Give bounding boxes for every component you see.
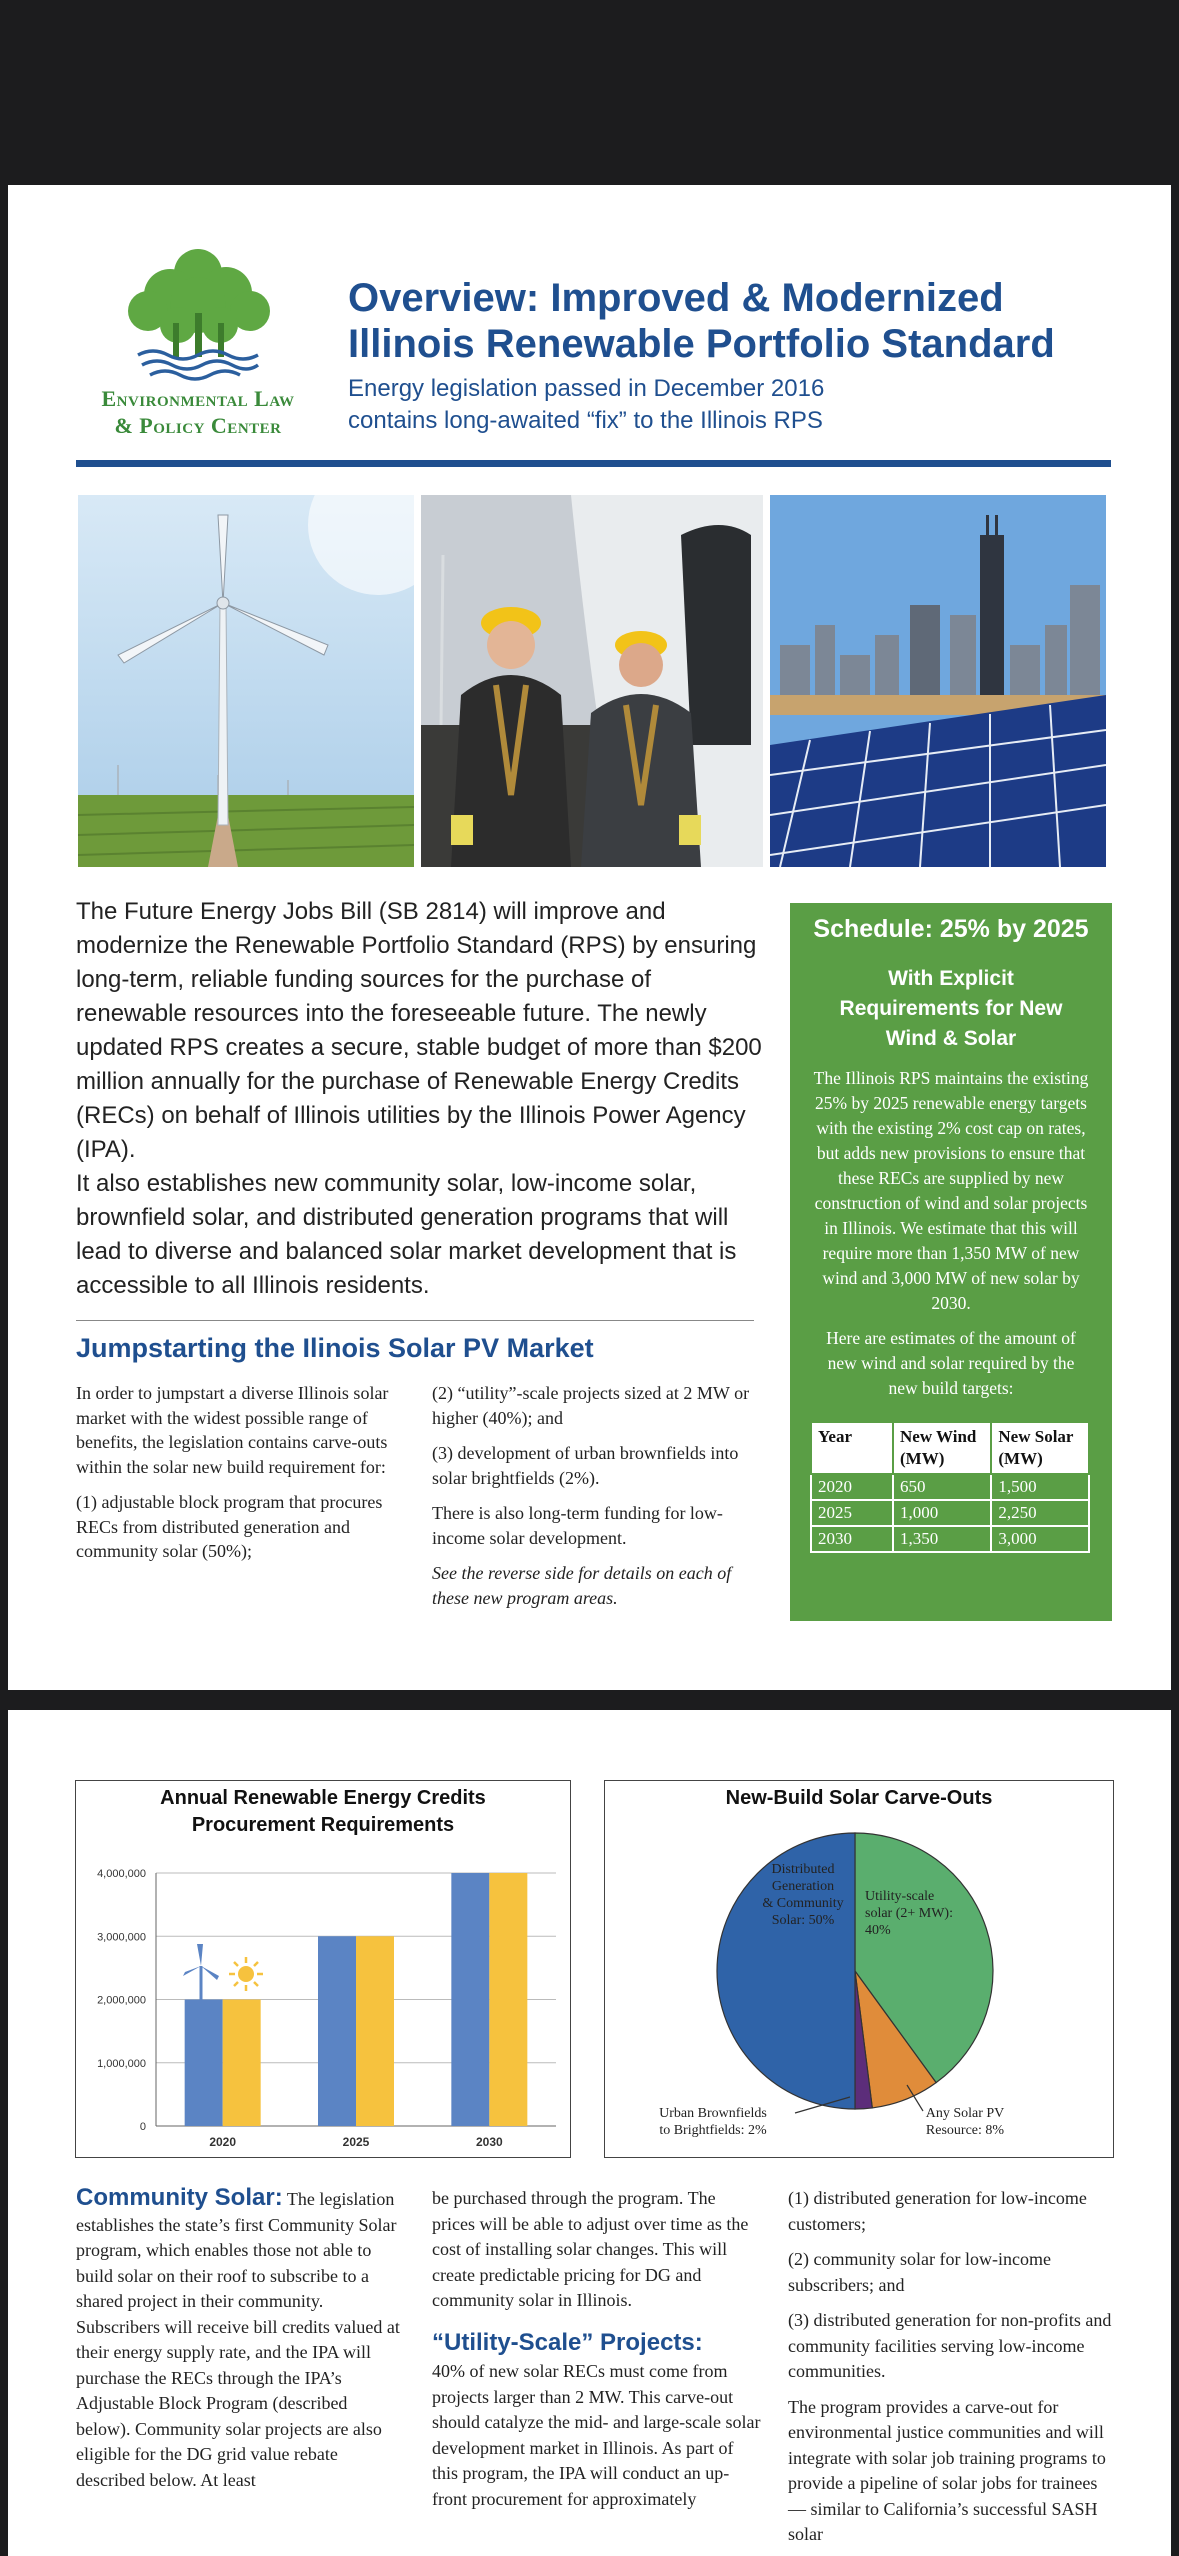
svg-text:Resource: 8%: Resource: 8% xyxy=(925,2123,1005,2138)
jumpstart-right-column: (2) “utility”-scale projects sized at 2 MW or higher (40%); and (3) development of urban brownfields into solar brightfields (2%). There is also long-term funding for low-income solar development. See the reverse side for details on each of these new program areas. xyxy=(432,1383,750,1608)
bar xyxy=(489,1873,527,2126)
community-solar-column: Community Solar: The legislation establishes the state’s first Community Solar program, which enables those not able to build solar on their roof to subscribe to a shared project in their community. Subscribers will receive bill credits valued at their energy supply rate, and the IPA will purchase the RECs through the IPA’s Adjustable Block Program (described below). Community solar projects are also eligible for the DG grid value rebate described below. At least xyxy=(76,2184,400,2490)
x-tick-label: 2030 xyxy=(475,2135,503,2149)
page-back xyxy=(8,1710,1171,2556)
svg-text:40%: 40% xyxy=(865,1923,891,1938)
bar xyxy=(318,1936,356,2126)
y-tick-label: 1,000,000 xyxy=(97,2057,146,2070)
table-header: New Wind (MW) xyxy=(893,1422,991,1474)
intro-paragraph-2: It also establishes new community solar, low-income solar, brownfield solar, and distributed generation programs that will lead to diverse and balanced solar market development that is accessible to all Illinois residents. xyxy=(76,1170,737,1299)
schedule-title: Schedule: 25% by 2025 xyxy=(813,915,1089,943)
bar-chart-svg xyxy=(76,1781,570,2157)
schedule-body-1: The Illinois RPS maintains the existing 25% by 2025 renewable energy targets with the existing 2% cost cap on rates, but adds new provisions to ensure that these RECs are supplied by new construction of wind and solar projects in Illinois. We estimate that this will require more than 1,350 MW of new wind and 3,000 MW of new solar by 2030. xyxy=(813,1068,1089,1313)
table-row: 2020 650 1,500 xyxy=(811,1474,1089,1500)
svg-text:solar (2+ MW):: solar (2+ MW): xyxy=(865,1906,953,1921)
y-tick-label: 3,000,000 xyxy=(97,1931,146,1944)
org-name: Environmental Law & Policy Center xyxy=(101,386,295,438)
y-tick-label: 2,000,000 xyxy=(97,1994,146,2007)
photo-wind-turbine xyxy=(78,495,414,867)
intro-paragraph-1: The Future Energy Jobs Bill (SB 2814) will improve and modernize the Renewable Portfolio Standard (RPS) by ensuring long-term, reliable funding sources for the purchase of renewable resources into the foreseeable future. The newly updated RPS creates a secure, stable budget of more than $200 million annually for the purchase of Renewable Energy Credits (RECs) on behalf of Illinois utilities by the Illinois Power Agency (IPA). xyxy=(76,898,762,1163)
page-subtitle: Energy legislation passed in December 2016 contains long-awaited “fix” to the Illinois RPS xyxy=(348,375,825,434)
table-header: New Solar (MW) xyxy=(991,1422,1089,1474)
carveout-pie-chart xyxy=(604,1780,1114,2158)
svg-text:& Community: & Community xyxy=(762,1896,844,1911)
section-divider xyxy=(76,1320,754,1321)
header-divider xyxy=(76,460,1111,467)
svg-text:to Brightfields: 2%: to Brightfields: 2% xyxy=(659,2123,767,2138)
elpc-tree-logo-icon xyxy=(118,243,278,383)
schedule-subtitle: With Explicit Requirements for New Wind & Solar xyxy=(839,967,1063,1050)
bar xyxy=(356,1936,394,2126)
pie-label-brownfields: Urban Brownfields xyxy=(659,2106,767,2121)
rec-bar-chart xyxy=(75,1780,571,2158)
page-front xyxy=(8,185,1171,1690)
pie-label-any-solar: Any Solar PV xyxy=(925,2106,1005,2121)
svg-text:Solar: 50%: Solar: 50% xyxy=(771,1913,835,1928)
y-tick-label: 0 xyxy=(139,2121,146,2133)
wind-turbine-icon xyxy=(183,1944,219,2006)
table-row: 2030 1,350 3,000 xyxy=(811,1526,1089,1552)
bar xyxy=(223,2000,261,2127)
photo-chicago-solar xyxy=(770,495,1106,867)
pie-chart-title: New-Build Solar Carve-Outs xyxy=(725,1787,993,1809)
x-tick-label: 2025 xyxy=(342,2135,370,2149)
bar xyxy=(451,1873,489,2126)
pie-chart-svg xyxy=(605,1781,1113,2157)
table-header: Year xyxy=(811,1422,893,1474)
intro-text xyxy=(76,895,766,1303)
x-tick-label: 2020 xyxy=(209,2135,237,2149)
pie-label-dg: Distributed xyxy=(771,1862,835,1877)
page-title: Overview: Improved & Modernized Illinois Renewable Portfolio Standard xyxy=(348,276,1055,366)
bar xyxy=(185,2000,223,2127)
new-build-table xyxy=(810,1421,1090,1553)
bar-chart-title: Annual Renewable Energy Credits Procurement Requirements xyxy=(160,1787,486,1836)
utility-scale-heading: “Utility-Scale” Projects: xyxy=(432,2328,703,2356)
pie-label-utility: Utility-scale xyxy=(865,1889,935,1904)
svg-text:Generation: Generation xyxy=(771,1879,835,1894)
table-row: 2025 1,000 2,250 xyxy=(811,1500,1089,1526)
low-income-column: (1) distributed generation for low-income customers; (2) community solar for low-income subscribers; and (3) distributed generation for non-profits and community facilities serving low-income communities. The program provides a carve-out for environmental justice communities and will integrate with solar job training programs to provide a pipeline of solar jobs for trainees — similar to California’s successful SASH solar xyxy=(788,2188,1112,2544)
sun-icon xyxy=(229,1957,263,1991)
jumpstart-left-column: In order to jumpstart a diverse Illinois solar market with the widest possible range of benefits, the legislation contains carve-outs within the solar new build requirement for: (1) adjustable block program that procures RECs from distributed generation and community solar (50%); xyxy=(76,1383,389,1561)
jumpstart-heading: Jumpstarting the Ilinois Solar PV Market xyxy=(76,1333,594,1363)
schedule-body-2: Here are estimates of the amount of new wind and solar required by the new build targets: xyxy=(826,1328,1076,1398)
y-tick-label: 4,000,000 xyxy=(97,1868,146,1880)
schedule-sidebar xyxy=(790,903,1112,1621)
photo-workers xyxy=(421,495,763,867)
community-solar-heading: Community Solar: xyxy=(76,2184,283,2211)
utility-scale-column: be purchased through the program. The prices will be able to adjust over time as the cost of installing solar changes. This will create predictable pricing for DG and community solar in Illinois. “Utility-Scale” Projects: 40% of new solar RECs must come from projects larger than 2 MW. This carve-out should catalyze the mid- and large-scale solar development market in Illinois. As part of this program, the IPA will conduct an up-front procurement for approximately xyxy=(432,2188,761,2509)
